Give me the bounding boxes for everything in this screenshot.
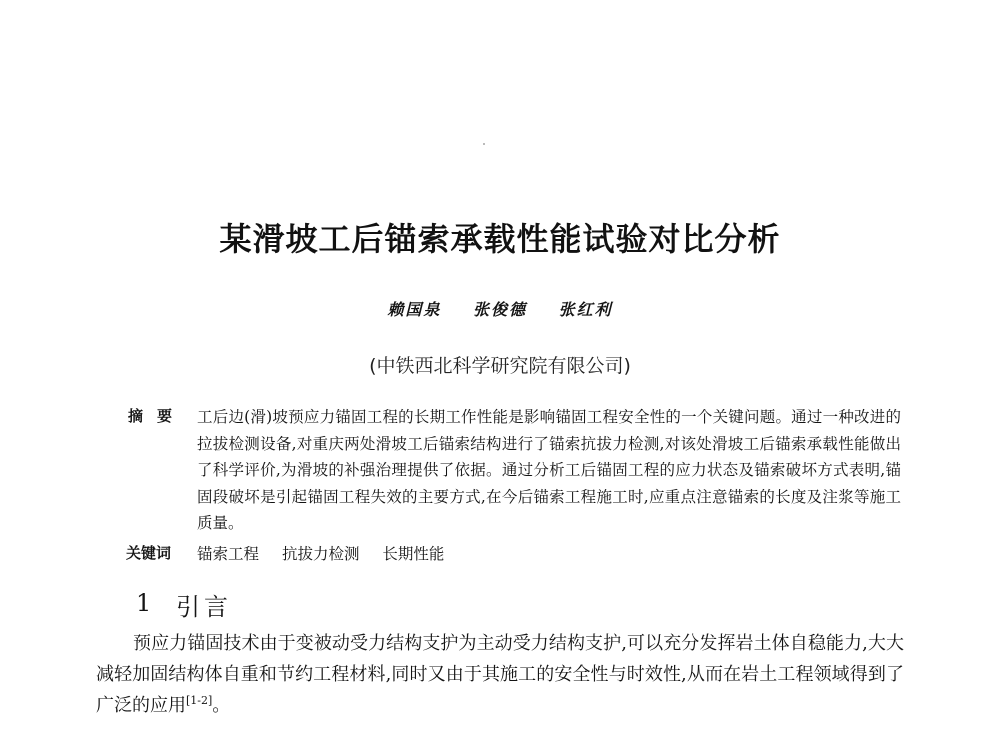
keywords-label: 关键词 [126,544,172,562]
section-number: 1 [136,589,152,617]
body-text: 预应力锚固技术由于变被动受力结构支护为主动受力结构支护,可以充分发挥岩土体自稳能力,大大减轻加固结构体自重和节约工程材料,同时又由于其施工的安全性与时效性,从而在岩土工程领域得到了广泛的应用 [96,633,904,716]
keyword: 抗拔力检测 [281,545,360,563]
author-name: 张红利 [558,300,613,319]
author-list [0,297,1000,320]
body-paragraph [96,628,904,721]
scan-speck [483,143,485,145]
body-text-end: 。 [212,695,231,716]
section-title: 引言 [176,593,232,621]
citation-ref: [1-2] [186,694,213,707]
affiliation: (中铁西北科学研究院有限公司) [369,355,631,377]
keywords-list [197,542,462,564]
keyword: 锚索工程 [197,545,260,563]
author-name: 张俊德 [472,300,527,319]
paper-title: 某滑坡工后锚索承载性能试验对比分析 [219,220,781,258]
abstract-text: 工后边(滑)坡预应力锚固工程的长期工作性能是影响锚固工程安全性的一个关键问题。通过一种改进的拉拔检测设备,对重庆两处滑坡工后锚索结构进行了锚索抗拔力检测,对该处滑坡工后锚索承载性能做出了科学评价,为滑坡的补强治理提供了依据。通过分析工后锚固工程的应力状态及锚索破坏方式表明,锚固段破坏是引起锚固工程失效的主要方式,在今后锚索工程施工时,应重点注意锚索的长度及注浆等施工质量。 [197,408,901,532]
keyword: 长期性能 [382,545,445,563]
abstract-label: 摘要 [128,407,187,425]
author-name: 赖国泉 [387,300,442,319]
